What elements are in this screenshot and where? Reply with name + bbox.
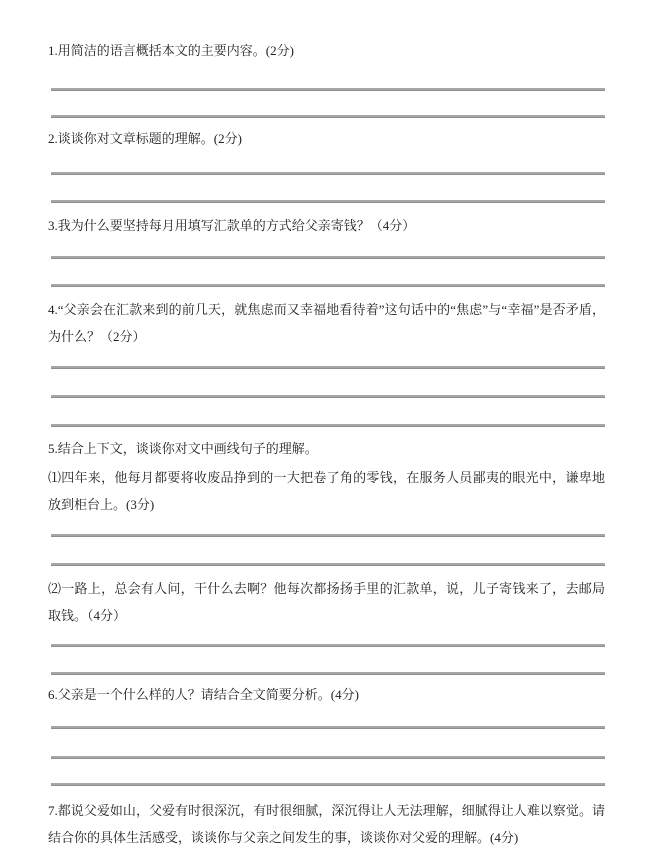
answer-line [51, 644, 605, 647]
answer-line [51, 756, 605, 759]
question-5-text: 5.结合上下文，谈谈你对文中画线句子的理解。 [48, 441, 318, 456]
answer-line [51, 563, 605, 566]
answer-line [51, 783, 605, 786]
answer-line [51, 366, 605, 369]
answer-line [51, 115, 605, 118]
answer-line [51, 284, 605, 287]
answer-line [51, 534, 605, 537]
answer-line [51, 172, 605, 175]
question-3-text: 3.我为什么要坚持每月用填写汇款单的方式给父亲寄钱？（4分） [48, 218, 416, 233]
answer-line [51, 88, 605, 91]
answer-line [51, 424, 605, 427]
answer-line [51, 256, 605, 259]
question-1-text: 1.用简洁的语言概括本文的主要内容。(2分) [48, 43, 294, 58]
answer-line [51, 200, 605, 203]
answer-line [51, 395, 605, 398]
answer-line [51, 726, 605, 729]
question-5-2-text: ⑵一路上，总会有人问，干什么去啊？他每次都扬扬手里的汇款单，说，儿子寄钱来了，去邮局取钱。（4分） [48, 581, 605, 623]
question-5-1-text: ⑴四年来，他每月都要将收废品挣到的一大把卷了角的零钱，在服务人员鄙夷的眼光中，谦卑地放到柜台上。(3分) [48, 470, 605, 512]
answer-line [51, 672, 605, 675]
question-2-text: 2.谈谈你对文章标题的理解。(2分) [48, 131, 242, 146]
question-7-text: 7.都说父爱如山，父爱有时很深沉，有时很细腻，深沉得让人无法理解，细腻得让人难以察觉。请结合你的具体生活感受，谈谈你与父亲之间发生的事，谈谈你对父爱的理解。(4分) [48, 803, 605, 845]
question-4-text: 4.“父亲会在汇款来到的前几天，就焦虑而又幸福地看待着”这句话中的“焦虑”与“幸福”是否矛盾，为什么？（2分） [48, 302, 605, 344]
question-6-text: 6.父亲是一个什么样的人？请结合全文简要分析。(4分) [48, 687, 359, 702]
